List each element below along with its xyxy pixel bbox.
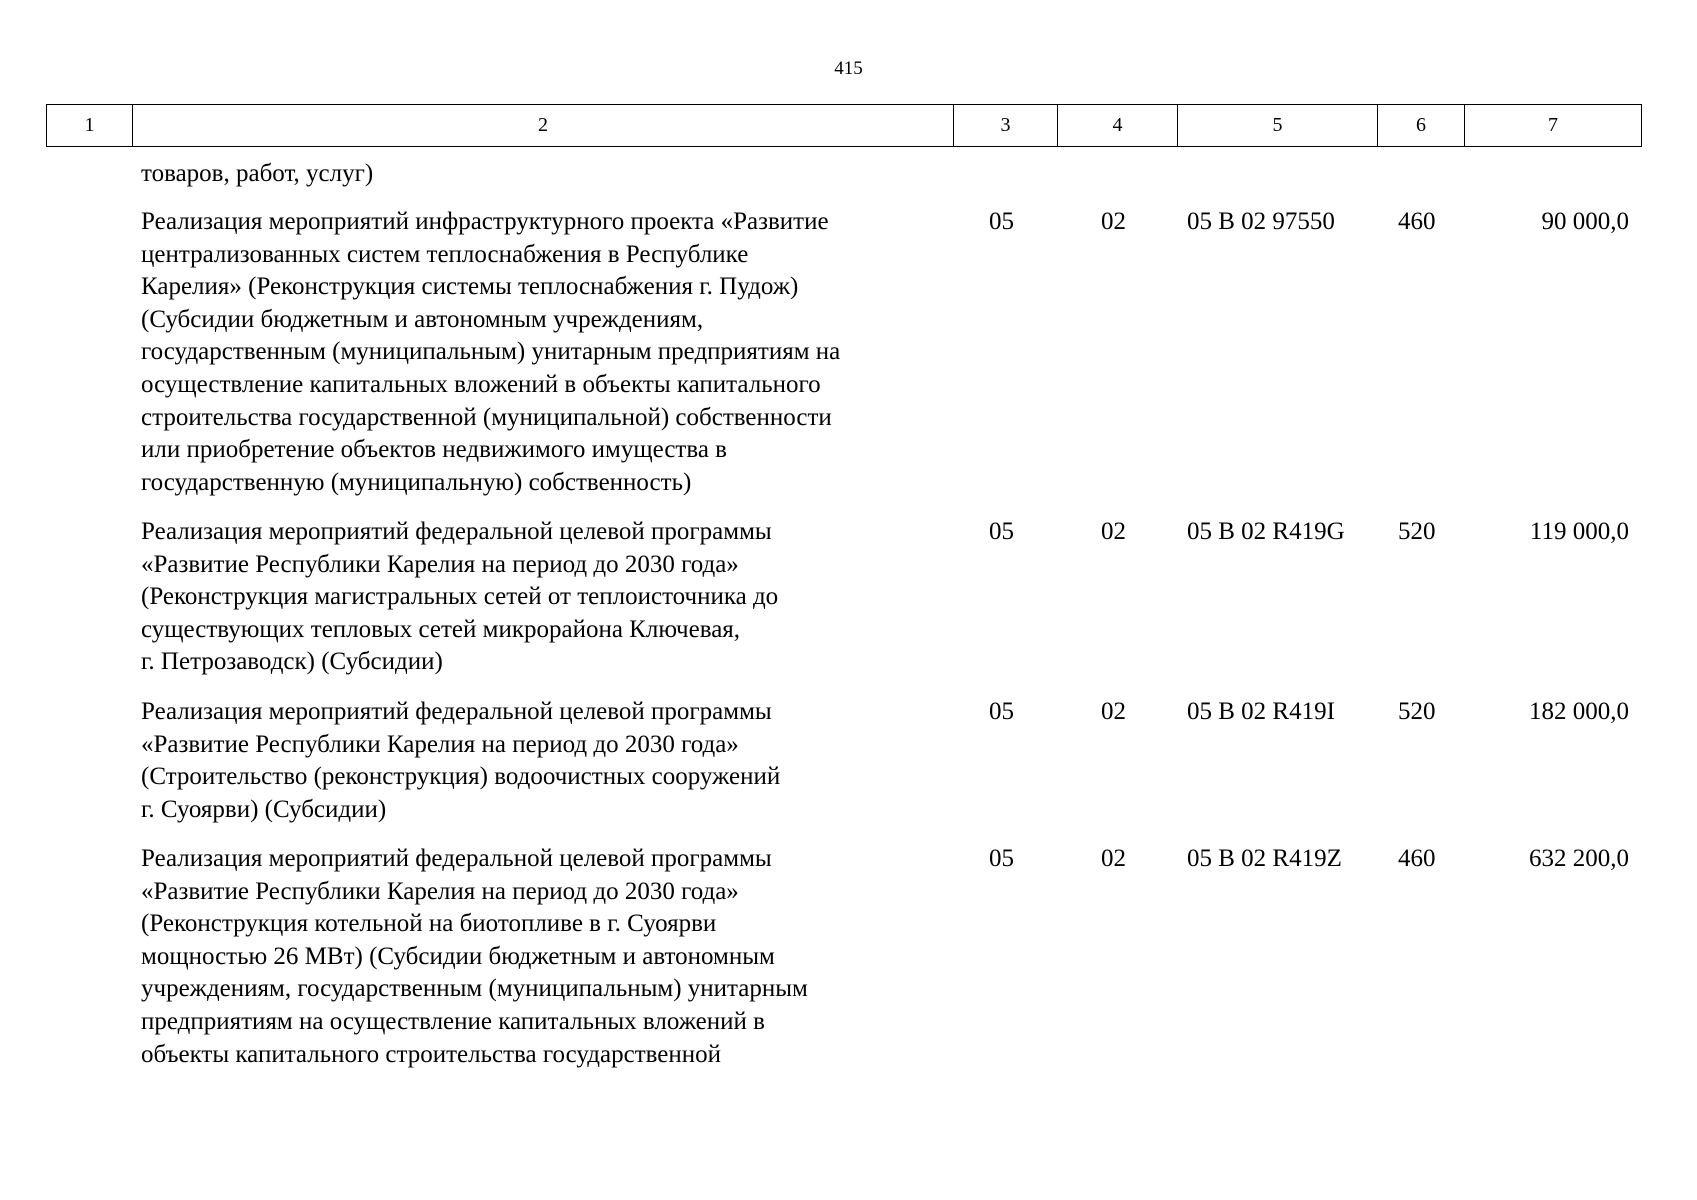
row-amount: 182 000,0 (1529, 698, 1629, 725)
continuation-text: товаров, работ, услуг) (141, 160, 374, 187)
row-section-code: 05 (989, 698, 1014, 725)
row-expense-type: 520 (1398, 518, 1436, 545)
row-target-code: 05 В 02 R419I (1187, 698, 1335, 725)
row-subsection-code: 02 (1101, 208, 1126, 235)
row-subsection-code: 02 (1101, 698, 1126, 725)
row-subsection-code: 02 (1101, 518, 1126, 545)
row-description: Реализация мероприятий федеральной целевой программы «Развитие Республики Карелия на период до 2030 года» (Строительство (реконструкция) водоочистных сооружений г. Суоярви) (Субсидии) (141, 698, 781, 823)
table-column-header-row (46, 104, 1642, 147)
row-target-code: 05 В 02 R419Z (1187, 845, 1342, 872)
row-amount: 632 200,0 (1529, 845, 1629, 872)
row-description: Реализация мероприятий инфраструктурного проекта «Развитие централизованных систем теплоснабжения в Республике Карелия» (Реконструкция системы теплоснабжения г. Пудож) (Субсидии бюджетным и автономным учреждениям, государственным (муниципальным) унитарным предприятиям на осуществление капитальных вложений в объекты капитального строительства государственной (муниципальной) собственности или приобретение объектов недвижимого имущества в государственную (муниципальную) собственность) (141, 208, 841, 496)
row-section-code: 05 (989, 518, 1014, 545)
row-section-code: 05 (989, 845, 1014, 872)
row-amount: 119 000,0 (1529, 518, 1629, 545)
row-section-code: 05 (989, 208, 1014, 235)
row-amount: 90 000,0 (1541, 208, 1629, 235)
row-description: Реализация мероприятий федеральной целевой программы «Развитие Республики Карелия на период до 2030 года» (Реконструкция магистральных сетей от теплоисточника до существующих тепловых сетей микрорайона Ключевая, г. Петрозаводск) (Субсидии) (141, 518, 779, 676)
row-target-code: 05 В 02 R419G (1187, 518, 1345, 545)
row-expense-type: 460 (1398, 208, 1436, 235)
column-header-6: 6 (1378, 105, 1465, 146)
row-target-code: 05 В 02 97550 (1187, 208, 1335, 235)
column-header-2: 2 (133, 105, 954, 146)
row-expense-type: 520 (1398, 698, 1436, 725)
column-header-5: 5 (1178, 105, 1378, 146)
row-description: Реализация мероприятий федеральной целевой программы «Развитие Республики Карелия на период до 2030 года» (Реконструкция котельной на биотопливе в г. Суоярви мощностью 26 МВт) (Субсидии бюджетным и автономным учреждениям, государственным (муниципальным) унитарным предприятиям на осуществление капитальных вложений в объекты капитального строительства государственной (141, 845, 808, 1068)
row-subsection-code: 02 (1101, 845, 1126, 872)
row-expense-type: 460 (1398, 845, 1436, 872)
column-header-4: 4 (1058, 105, 1178, 146)
column-header-1: 1 (47, 105, 133, 146)
column-header-3: 3 (954, 105, 1058, 146)
column-header-7: 7 (1548, 114, 1558, 136)
page-number: 415 (834, 58, 863, 79)
